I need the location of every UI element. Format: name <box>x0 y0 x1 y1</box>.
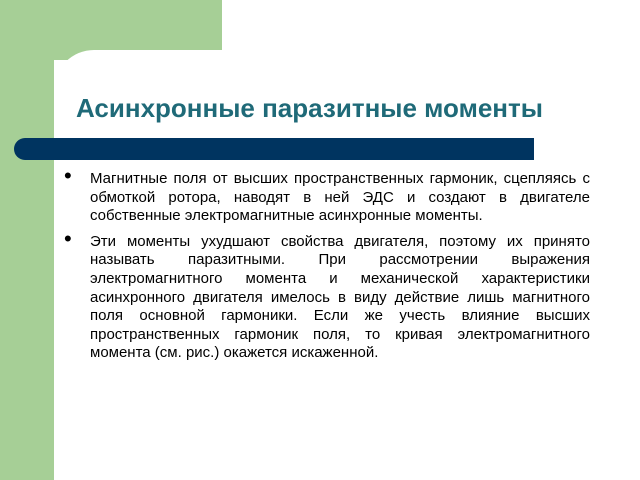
title-underline-bar <box>14 138 534 160</box>
slide-title: Асинхронные паразитные моменты <box>76 93 543 123</box>
bullet-item-1: • Магнитные поля от высших пространственных гармоник, сцепляясь с обмоткой ротора, наводят в ней ЭДС и создают в двигателе собственные электромагнитные асинхронные моменты. <box>90 170 590 226</box>
green-side-panel <box>0 0 54 480</box>
bullet-list <box>90 170 590 370</box>
bullet-item-2: • Эти моменты ухудшают свойства двигателя, поэтому их принято называть паразитными. При рассмотрении выражения электромагнитного момента и механической характеристики асинхронного двигателя имелось в виду действие лишь магнитного поля основной гармоники. Если же учесть влияние высших пространственных гармоник поля, то кривая электромагнитного момента (см. рис.) окажется искаженной. <box>90 233 590 363</box>
